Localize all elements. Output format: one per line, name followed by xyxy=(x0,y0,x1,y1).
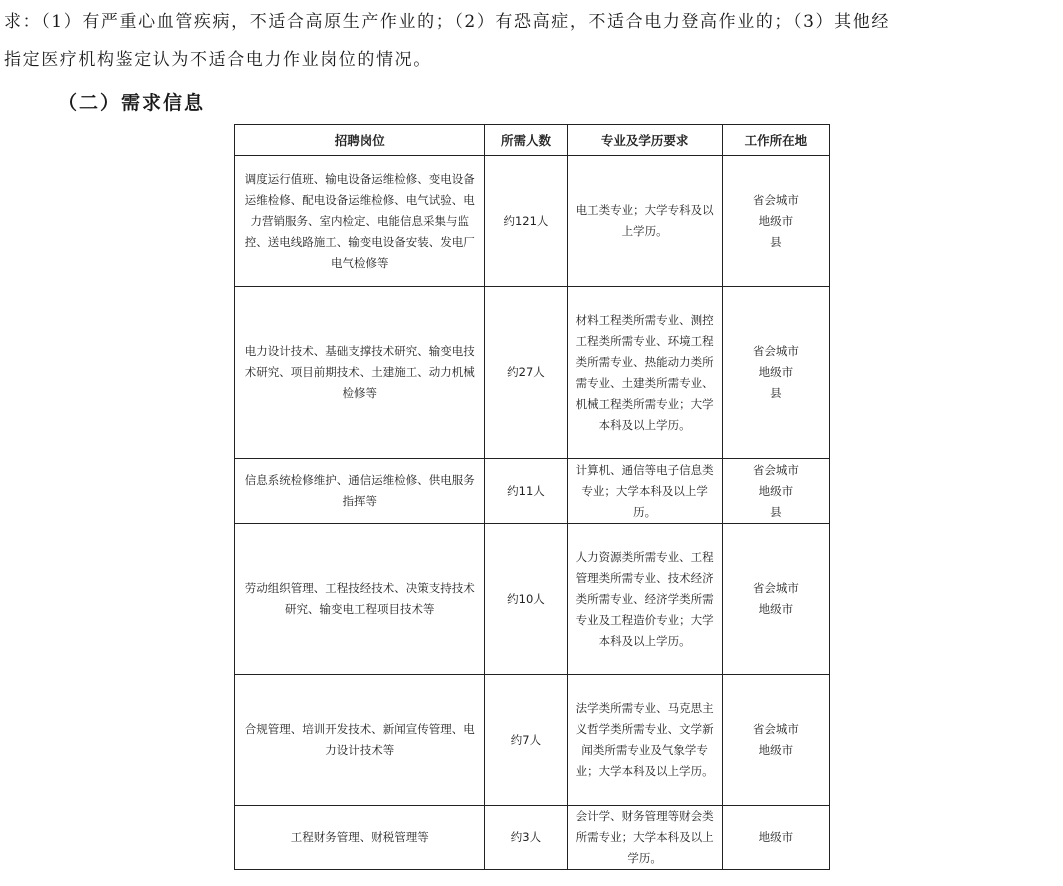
location-item: 地级市 xyxy=(758,602,794,616)
location-item: 省会城市 xyxy=(752,344,799,358)
cell-requirement: 材料工程类所需专业、测控工程类所需专业、环境工程类所需专业、热能动力类所需专业、土建类所需专业、机械工程类所需专业；大学本科及以上学历。 xyxy=(567,287,722,459)
cell-count: 约10人 xyxy=(485,524,567,675)
cell-position: 合规管理、培训开发技术、新闻宣传管理、电力设计技术等 xyxy=(235,675,485,806)
header-location: 工作所在地 xyxy=(722,125,829,156)
table-row xyxy=(235,675,830,806)
cell-location xyxy=(722,675,829,806)
cell-requirement: 计算机、通信等电子信息类专业；大学本科及以上学历。 xyxy=(567,459,722,524)
cell-count: 约7人 xyxy=(485,675,567,806)
cell-position: 工程财务管理、财税管理等 xyxy=(235,806,485,870)
table-row xyxy=(235,806,830,870)
intro-line-2: 指定医疗机构鉴定认为不适合电力作业岗位的情况。 xyxy=(4,50,432,70)
cell-position: 劳动组织管理、工程技经技术、决策支持技术研究、输变电工程项目技术等 xyxy=(235,524,485,675)
location-item: 地级市 xyxy=(758,213,794,228)
location-item: 地级市 xyxy=(758,483,794,498)
cell-count: 约3人 xyxy=(485,806,567,870)
table-row xyxy=(235,524,830,675)
location-item: 省会城市 xyxy=(752,722,799,736)
cell-location xyxy=(722,287,829,459)
cell-position: 电力设计技术、基础支撑技术研究、输变电技术研究、项目前期技术、土建施工、动力机械检修等 xyxy=(235,287,485,459)
location-item: 县 xyxy=(770,386,782,400)
cell-position: 调度运行值班、输电设备运维检修、变电设备运维检修、配电设备运维检修、电气试验、电力营销服务、室内检定、电能信息采集与监控、送电线路施工、输变电设备安装、发电厂电气检修等 xyxy=(235,156,485,287)
cell-location xyxy=(722,806,829,870)
location-item: 地级市 xyxy=(758,365,794,379)
cell-position: 信息系统检修维护、通信运维检修、供电服务指挥等 xyxy=(235,459,485,524)
table-row xyxy=(235,287,830,459)
cell-requirement: 法学类所需专业、马克思主义哲学类所需专业、文学新闻类所需专业及气象学专业；大学本科及以上学历。 xyxy=(567,675,722,806)
location-item: 县 xyxy=(770,234,782,249)
location-item: 县 xyxy=(770,504,782,519)
cell-count: 约11人 xyxy=(485,459,567,524)
cell-count: 约121人 xyxy=(485,156,567,287)
table-row xyxy=(235,459,830,524)
cell-count: 约27人 xyxy=(485,287,567,459)
cell-requirement: 电工类专业；大学专科及以上学历。 xyxy=(567,156,722,287)
location-item: 省会城市 xyxy=(752,581,799,595)
header-requirement: 专业及学历要求 xyxy=(567,125,722,156)
cell-location xyxy=(722,524,829,675)
cell-requirement: 会计学、财务管理等财会类所需专业；大学本科及以上学历。 xyxy=(567,806,722,870)
cell-requirement: 人力资源类所需专业、工程管理类所需专业、技术经济类所需专业、经济学类所需专业及工程造价专业；大学本科及以上学历。 xyxy=(567,524,722,675)
requirements-table xyxy=(234,124,830,870)
intro-line-1: 求：（1）有严重心血管疾病，不适合高原生产作业的；（2）有恐高症，不适合电力登高作业的；（3）其他经 xyxy=(4,12,890,32)
cell-location xyxy=(722,459,829,524)
section-heading: （二）需求信息 xyxy=(58,92,206,114)
header-count: 所需人数 xyxy=(485,125,567,156)
header-position: 招聘岗位 xyxy=(235,125,485,156)
location-item: 地级市 xyxy=(758,830,794,844)
location-item: 省会城市 xyxy=(752,462,799,477)
table-header-row xyxy=(235,125,830,156)
cell-location xyxy=(722,156,829,287)
table-row xyxy=(235,156,830,287)
location-item: 省会城市 xyxy=(752,192,799,207)
location-item: 地级市 xyxy=(758,743,794,757)
